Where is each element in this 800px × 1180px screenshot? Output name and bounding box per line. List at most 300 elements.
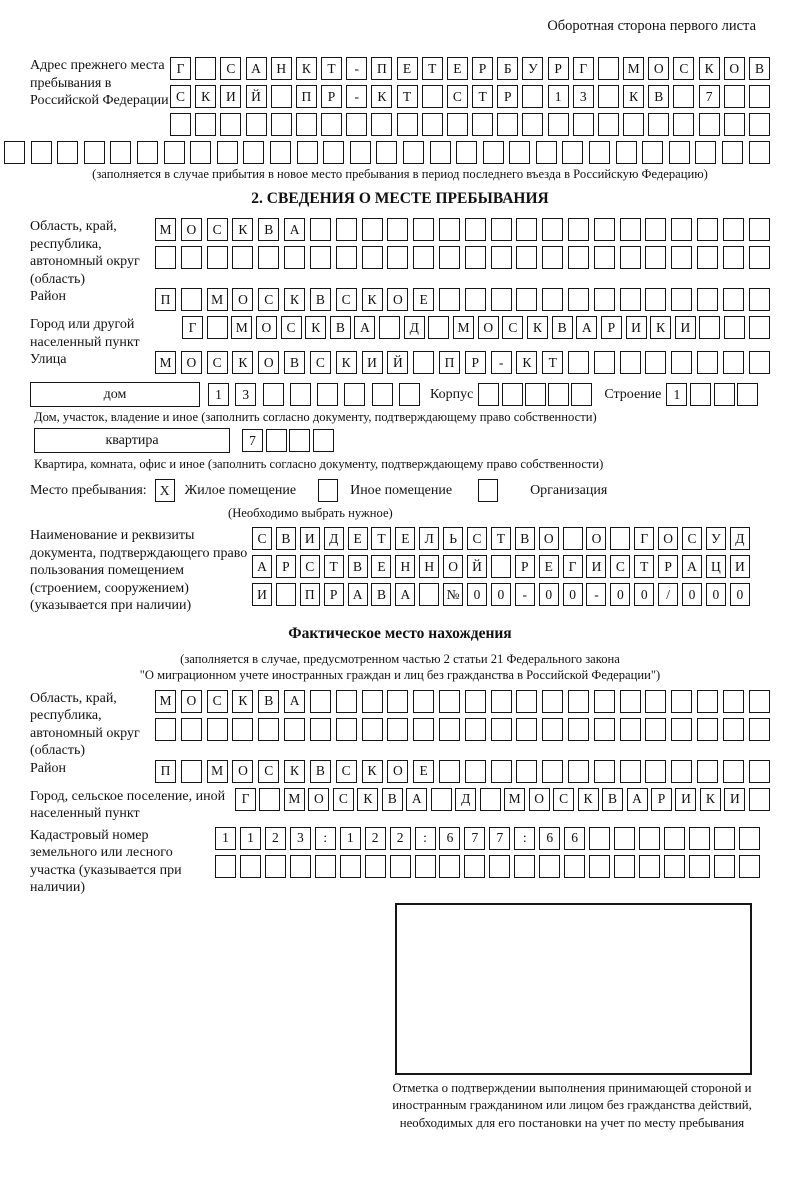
- char-cell: [491, 555, 511, 578]
- page-side-note: Оборотная сторона первого листа: [547, 18, 756, 34]
- char-cell: [413, 690, 434, 713]
- stay-note: (Необходимо выбрать нужное): [228, 506, 393, 520]
- char-cell: [465, 690, 486, 713]
- city-block: [30, 316, 770, 351]
- char-cell: С: [281, 316, 302, 339]
- char-cell: [671, 288, 692, 311]
- char-cell: [516, 690, 537, 713]
- char-cell: [594, 246, 615, 269]
- char-cell: В: [515, 527, 535, 550]
- char-cell: 0: [730, 583, 750, 606]
- document-rows: [252, 527, 750, 611]
- char-cell: [220, 113, 241, 136]
- char-cell: [598, 57, 619, 80]
- char-cell: [697, 246, 718, 269]
- char-cell: [536, 141, 557, 164]
- char-cell: [431, 788, 452, 811]
- char-cell: Т: [321, 57, 342, 80]
- char-cell: [232, 718, 253, 741]
- char-cell: [372, 383, 393, 406]
- char-cell: Е: [539, 555, 559, 578]
- char-cell: Е: [395, 527, 415, 550]
- char-cell: К: [232, 218, 253, 241]
- char-cell: [739, 827, 760, 850]
- char-cell: К: [527, 316, 548, 339]
- char-cell: [310, 246, 331, 269]
- char-cell: [362, 690, 383, 713]
- char-cell: [270, 141, 291, 164]
- char-cell: [290, 855, 311, 878]
- char-cell: В: [284, 351, 305, 374]
- char-cell: С: [553, 788, 574, 811]
- char-cell: [645, 218, 666, 241]
- char-cell: С: [467, 527, 487, 550]
- char-cell: [525, 383, 546, 406]
- house-note: Дом, участок, владение и иное (заполнить согласно документу, подтверждающему право собственности): [34, 410, 597, 424]
- char-cell: [514, 855, 535, 878]
- char-cell: [639, 855, 660, 878]
- char-cell: [645, 351, 666, 374]
- char-cell: 0: [634, 583, 654, 606]
- char-cell: [689, 855, 710, 878]
- district-row: [155, 288, 770, 311]
- actual-location-note-2: "О миграционном учете иностранных граждан и лиц без гражданства в Российской Федерации"): [139, 667, 661, 682]
- char-cell: Е: [413, 288, 434, 311]
- char-cell: 0: [610, 583, 630, 606]
- char-cell: [371, 113, 392, 136]
- char-cell: 1: [240, 827, 261, 850]
- char-cell: [489, 855, 510, 878]
- char-cell: [289, 429, 310, 452]
- char-cell: О: [724, 57, 745, 80]
- char-cell: М: [155, 218, 176, 241]
- char-cell: [697, 760, 718, 783]
- region-row-2: [155, 246, 770, 269]
- char-cell: [465, 718, 486, 741]
- char-cell: Т: [371, 527, 391, 550]
- char-cell: О: [387, 288, 408, 311]
- char-cell: [539, 855, 560, 878]
- char-cell: В: [258, 690, 279, 713]
- char-cell: [749, 288, 770, 311]
- char-cell: И: [675, 316, 696, 339]
- char-cell: У: [522, 57, 543, 80]
- char-cell: [297, 141, 318, 164]
- char-cell: [594, 218, 615, 241]
- char-cell: [516, 718, 537, 741]
- char-cell: 1: [548, 85, 569, 108]
- actual-location-title: Фактическое место нахождения: [288, 624, 512, 642]
- char-cell: [491, 246, 512, 269]
- char-cell: [207, 718, 228, 741]
- char-cell: [695, 141, 716, 164]
- char-cell: [232, 246, 253, 269]
- char-cell: [491, 218, 512, 241]
- char-cell: Д: [324, 527, 344, 550]
- char-cell: [428, 316, 449, 339]
- char-cell: [181, 718, 202, 741]
- char-cell: [362, 218, 383, 241]
- char-cell: Т: [491, 527, 511, 550]
- char-cell: К: [284, 760, 305, 783]
- char-cell: С: [333, 788, 354, 811]
- char-cell: [723, 351, 744, 374]
- char-cell: [439, 288, 460, 311]
- char-cell: /: [658, 583, 678, 606]
- char-cell: [542, 218, 563, 241]
- char-cell: [497, 113, 518, 136]
- char-cell: [362, 718, 383, 741]
- char-cell: [509, 141, 530, 164]
- actual-district-label: Район: [30, 760, 66, 776]
- char-cell: [589, 855, 610, 878]
- char-cell: [195, 113, 216, 136]
- char-cell: К: [578, 788, 599, 811]
- char-cell: [271, 113, 292, 136]
- char-cell: С: [207, 351, 228, 374]
- char-cell: [240, 855, 261, 878]
- char-cell: [317, 383, 338, 406]
- char-cell: [671, 351, 692, 374]
- checkbox-organization: [478, 479, 498, 502]
- checkbox-residential: X: [155, 479, 175, 502]
- char-cell: [671, 218, 692, 241]
- char-cell: П: [155, 760, 176, 783]
- char-cell: [387, 246, 408, 269]
- char-cell: [376, 141, 397, 164]
- char-cell: [724, 85, 745, 108]
- char-cell: [749, 316, 770, 339]
- char-cell: [397, 113, 418, 136]
- char-cell: А: [348, 583, 368, 606]
- char-cell: [697, 288, 718, 311]
- char-cell: [594, 288, 615, 311]
- char-cell: [215, 855, 236, 878]
- char-cell: М: [453, 316, 474, 339]
- char-cell: В: [258, 218, 279, 241]
- char-cell: [464, 855, 485, 878]
- char-cell: [749, 141, 770, 164]
- char-cell: [723, 690, 744, 713]
- actual-city-label: Город, сельское поселение, иной населенный пункт: [30, 788, 226, 821]
- char-cell: [723, 218, 744, 241]
- char-cell: [642, 141, 663, 164]
- char-cell: [594, 760, 615, 783]
- char-cell: А: [395, 583, 415, 606]
- char-cell: К: [232, 690, 253, 713]
- char-cell: В: [602, 788, 623, 811]
- house-line: [30, 382, 770, 407]
- char-cell: [413, 218, 434, 241]
- char-cell: К: [371, 85, 392, 108]
- char-cell: [413, 246, 434, 269]
- char-cell: [491, 288, 512, 311]
- char-cell: О: [258, 351, 279, 374]
- char-cell: [439, 246, 460, 269]
- char-cell: Г: [182, 316, 203, 339]
- char-cell: [315, 855, 336, 878]
- document-row-3: [252, 583, 750, 606]
- char-cell: 7: [489, 827, 510, 850]
- char-cell: Й: [387, 351, 408, 374]
- cadastre-row-2: [215, 855, 760, 878]
- char-cell: [413, 718, 434, 741]
- actual-city-row: [235, 788, 770, 811]
- char-cell: Н: [395, 555, 415, 578]
- actual-region-block: [30, 690, 770, 760]
- char-cell: А: [354, 316, 375, 339]
- char-cell: [749, 690, 770, 713]
- char-cell: Д: [404, 316, 425, 339]
- char-cell: [266, 429, 287, 452]
- char-cell: 0: [539, 583, 559, 606]
- char-cell: Р: [324, 583, 344, 606]
- char-cell: [699, 316, 720, 339]
- char-cell: -: [346, 57, 367, 80]
- prev-address-rows: [170, 57, 770, 141]
- char-cell: К: [516, 351, 537, 374]
- char-cell: Д: [730, 527, 750, 550]
- house-box-label: дом: [30, 382, 200, 407]
- char-cell: [164, 141, 185, 164]
- char-cell: И: [300, 527, 320, 550]
- char-cell: [723, 246, 744, 269]
- char-cell: [564, 855, 585, 878]
- char-cell: К: [700, 788, 721, 811]
- char-cell: А: [252, 555, 272, 578]
- char-cell: [181, 246, 202, 269]
- char-cell: Л: [419, 527, 439, 550]
- char-cell: 2: [390, 827, 411, 850]
- char-cell: [207, 246, 228, 269]
- char-cell: С: [502, 316, 523, 339]
- cadastre-label: Кадастровый номер земельного или лесного участка (указывается при наличии): [30, 827, 182, 895]
- char-cell: [639, 827, 660, 850]
- stamp-box: [395, 903, 752, 1075]
- option-residential-label: Жилое помещение: [184, 482, 297, 498]
- region-block: [30, 218, 770, 288]
- char-cell: 3: [290, 827, 311, 850]
- char-cell: 0: [682, 583, 702, 606]
- char-cell: :: [415, 827, 436, 850]
- char-cell: [568, 690, 589, 713]
- char-cell: [263, 383, 284, 406]
- char-cell: [749, 718, 770, 741]
- char-cell: И: [730, 555, 750, 578]
- char-cell: Г: [563, 555, 583, 578]
- korpus-label: Корпус: [430, 386, 474, 402]
- city-row: [182, 316, 770, 339]
- char-cell: :: [315, 827, 336, 850]
- char-cell: П: [439, 351, 460, 374]
- char-cell: 7: [699, 85, 720, 108]
- char-cell: -: [491, 351, 512, 374]
- char-cell: К: [195, 85, 216, 108]
- char-cell: [336, 246, 357, 269]
- cadastre-rows: [215, 827, 760, 883]
- char-cell: М: [284, 788, 305, 811]
- char-cell: [620, 760, 641, 783]
- char-cell: [522, 85, 543, 108]
- char-cell: [284, 718, 305, 741]
- char-cell: О: [181, 218, 202, 241]
- char-cell: [155, 718, 176, 741]
- char-cell: [671, 760, 692, 783]
- char-cell: [568, 760, 589, 783]
- char-cell: [749, 351, 770, 374]
- char-cell: [321, 113, 342, 136]
- char-cell: Т: [397, 85, 418, 108]
- char-cell: [614, 855, 635, 878]
- char-cell: И: [675, 788, 696, 811]
- char-cell: О: [658, 527, 678, 550]
- cadastre-block: [30, 827, 770, 897]
- char-cell: [568, 246, 589, 269]
- char-cell: [170, 113, 191, 136]
- char-cell: О: [232, 288, 253, 311]
- actual-location-note-1: (заполняется в случае, предусмотренном частью 2 статьи 21 Федерального закона: [180, 651, 620, 666]
- char-cell: [439, 760, 460, 783]
- char-cell: [387, 690, 408, 713]
- char-cell: К: [305, 316, 326, 339]
- prev-address-row-4: [4, 141, 770, 164]
- char-cell: В: [276, 527, 296, 550]
- char-cell: М: [623, 57, 644, 80]
- char-cell: [217, 141, 238, 164]
- char-cell: [648, 113, 669, 136]
- char-cell: [697, 218, 718, 241]
- char-cell: [589, 141, 610, 164]
- char-cell: [456, 141, 477, 164]
- char-cell: [749, 760, 770, 783]
- char-cell: [697, 351, 718, 374]
- document-row-1: [252, 527, 750, 550]
- char-cell: [465, 246, 486, 269]
- char-cell: П: [371, 57, 392, 80]
- char-cell: И: [724, 788, 745, 811]
- char-cell: Е: [348, 527, 368, 550]
- char-cell: В: [648, 85, 669, 108]
- char-cell: 7: [464, 827, 485, 850]
- char-cell: Й: [246, 85, 267, 108]
- char-cell: [290, 383, 311, 406]
- char-cell: [310, 718, 331, 741]
- city-label: Город или другой населенный пункт: [30, 317, 140, 350]
- char-cell: [598, 113, 619, 136]
- char-cell: [568, 288, 589, 311]
- char-cell: [387, 718, 408, 741]
- char-cell: :: [514, 827, 535, 850]
- char-cell: [502, 383, 523, 406]
- char-cell: [689, 827, 710, 850]
- char-cell: [594, 690, 615, 713]
- char-cell: К: [623, 85, 644, 108]
- char-cell: [673, 113, 694, 136]
- char-cell: А: [284, 218, 305, 241]
- char-cell: [620, 246, 641, 269]
- char-cell: [724, 316, 745, 339]
- street-label: Улица: [30, 352, 67, 367]
- char-cell: [724, 113, 745, 136]
- char-cell: К: [362, 760, 383, 783]
- char-cell: Н: [419, 555, 439, 578]
- char-cell: №: [443, 583, 463, 606]
- char-cell: О: [529, 788, 550, 811]
- apartment-line: [30, 428, 770, 453]
- char-cell: [542, 690, 563, 713]
- char-cell: [439, 855, 460, 878]
- char-cell: [723, 718, 744, 741]
- char-cell: Р: [658, 555, 678, 578]
- char-cell: [571, 383, 592, 406]
- actual-district-row: [155, 760, 770, 783]
- char-cell: [542, 288, 563, 311]
- char-cell: [516, 246, 537, 269]
- char-cell: С: [258, 760, 279, 783]
- char-cell: [723, 760, 744, 783]
- char-cell: [57, 141, 78, 164]
- char-cell: [190, 141, 211, 164]
- char-cell: К: [699, 57, 720, 80]
- actual-region-label: Область, край, республика, автономный округ (область): [30, 690, 140, 758]
- char-cell: Т: [472, 85, 493, 108]
- char-cell: [155, 246, 176, 269]
- char-cell: [671, 690, 692, 713]
- char-cell: С: [300, 555, 320, 578]
- char-cell: [31, 141, 52, 164]
- char-cell: Р: [515, 555, 535, 578]
- char-cell: О: [256, 316, 277, 339]
- char-cell: Т: [542, 351, 563, 374]
- korpus-cells: [478, 383, 592, 406]
- char-cell: О: [478, 316, 499, 339]
- char-cell: Р: [276, 555, 296, 578]
- char-cell: [522, 113, 543, 136]
- char-cell: В: [310, 760, 331, 783]
- stroenie-label: Строение: [604, 386, 662, 402]
- char-cell: [610, 527, 630, 550]
- char-cell: Д: [455, 788, 476, 811]
- char-cell: В: [330, 316, 351, 339]
- char-cell: Р: [321, 85, 342, 108]
- char-cell: [671, 246, 692, 269]
- char-cell: Р: [472, 57, 493, 80]
- char-cell: [749, 788, 770, 811]
- char-cell: [350, 141, 371, 164]
- char-cell: [620, 218, 641, 241]
- char-cell: И: [220, 85, 241, 108]
- char-cell: К: [232, 351, 253, 374]
- char-cell: [737, 383, 758, 406]
- char-cell: 2: [365, 827, 386, 850]
- char-cell: Т: [422, 57, 443, 80]
- apartment-box-label: квартира: [34, 428, 230, 453]
- char-cell: [568, 351, 589, 374]
- char-cell: К: [362, 288, 383, 311]
- actual-region-row-1: [155, 690, 770, 713]
- char-cell: О: [443, 555, 463, 578]
- char-cell: [336, 690, 357, 713]
- char-cell: [439, 218, 460, 241]
- char-cell: [664, 827, 685, 850]
- stay-type-line: [30, 479, 770, 502]
- char-cell: 7: [242, 429, 263, 452]
- char-cell: С: [336, 288, 357, 311]
- char-cell: [542, 760, 563, 783]
- actual-region-rows: [155, 690, 770, 746]
- checkbox-other-premises: [318, 479, 338, 502]
- char-cell: И: [586, 555, 606, 578]
